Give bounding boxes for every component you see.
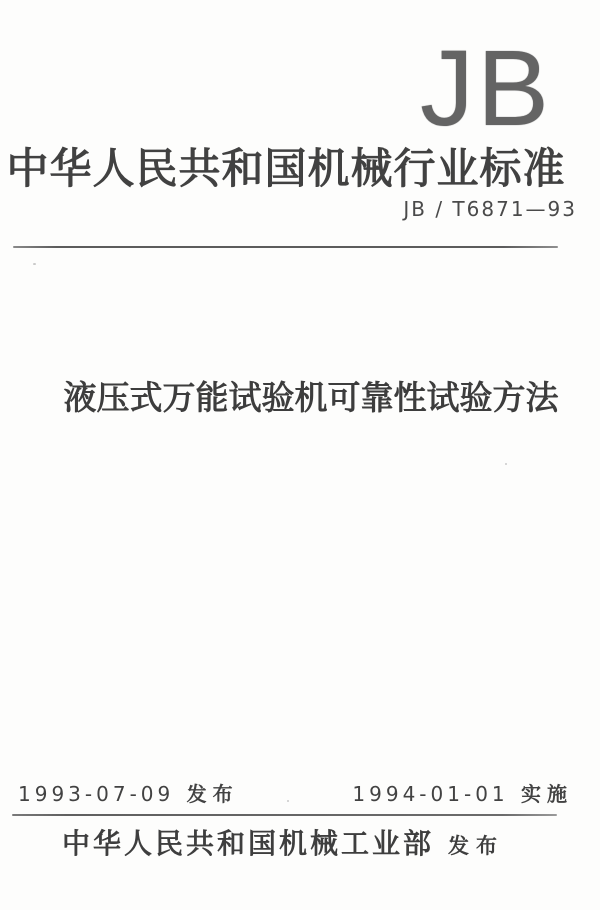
publisher-line [0,822,566,862]
dates-row [18,778,573,807]
implement-date-label: 实施 [521,782,573,806]
publisher-name: 中华人民共和国机械工业部 [61,829,434,860]
standard-number: JB / T6871—93 [403,197,577,221]
issue-date-label: 发布 [186,782,239,806]
scan-speck [287,800,289,802]
scan-speck [505,463,507,465]
publisher-action: 发布 [448,834,504,858]
bottom-divider [12,814,557,816]
standard-category-heading: 中华人民共和国机械行业标准 [6,147,566,193]
issue-date-value: 1993-07-09 [18,782,175,806]
issue-date-group [18,778,239,807]
document-title: 液压式万能试验机可靠性试验方法 [63,378,559,417]
implement-date-group [352,778,573,807]
scan-speck [33,263,36,265]
jb-logo: JB [419,27,552,148]
implement-date-value: 1994-01-01 [352,782,509,806]
top-divider [13,246,558,248]
